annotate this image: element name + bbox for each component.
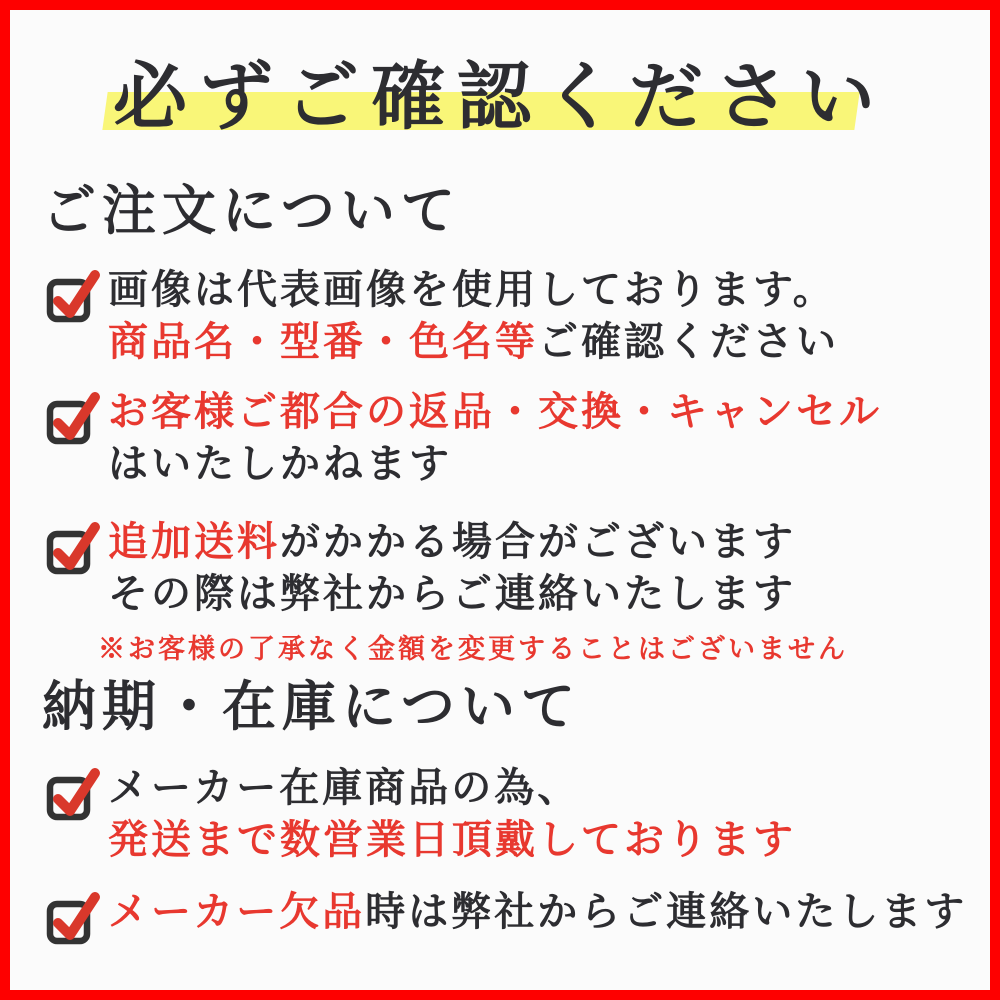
notice-line — [108, 814, 796, 866]
notice-line — [108, 316, 839, 368]
notice-line — [108, 516, 796, 568]
notice-line — [108, 438, 882, 490]
checked-checkbox-icon — [46, 518, 98, 574]
notice-text-red: 商品名・型番・色名等 — [108, 319, 538, 364]
notice-line — [108, 762, 796, 814]
section-heading-orders: ご注文について — [42, 181, 461, 241]
notice-item-text — [108, 516, 796, 620]
notice-item-text — [108, 886, 967, 938]
notice-line — [108, 886, 967, 938]
notice-text-black: メーカー在庫商品の為、 — [108, 765, 581, 810]
notice-item-text — [108, 386, 882, 490]
note-text: ※お客様の了承なく金額を変更することはございません — [98, 634, 848, 664]
notice-item-extra-shipping — [46, 516, 796, 620]
notice-text-black: その際は弊社からご連絡いたします — [108, 571, 796, 616]
notice-item-no-returns — [46, 386, 882, 490]
notice-text-red: 追加送料 — [108, 519, 280, 564]
notice-text-red: メーカー欠品 — [108, 889, 366, 934]
notice-text-black: 時は弊社からご連絡いたします — [365, 889, 968, 934]
notice-text-black: 画像は代表画像を使用しております。 — [108, 267, 836, 312]
page-title: 必ずご確認ください — [113, 57, 887, 139]
notice-text-red: 発送まで数営業日頂戴しております — [108, 817, 796, 862]
notice-line — [108, 568, 796, 620]
notice-text-red: お客様ご都合の返品・交換・キャンセル — [108, 389, 882, 434]
section-heading-delivery: 納期・在庫について — [42, 677, 581, 737]
notice-text-black: はいたしかねます — [108, 441, 452, 486]
notice-text-black: ご確認ください — [538, 319, 839, 364]
checked-checkbox-icon — [46, 266, 98, 322]
title-block — [10, 38, 990, 144]
notice-line — [108, 386, 882, 438]
notice-item-text — [108, 762, 796, 866]
notice-text-black: がかかる場合がございます — [280, 519, 796, 564]
checked-checkbox-icon — [46, 888, 98, 944]
checked-checkbox-icon — [46, 388, 98, 444]
checked-checkbox-icon — [46, 764, 98, 820]
notice-item-text — [108, 264, 839, 368]
notice-item-maker-stock — [46, 762, 796, 866]
notice-item-maker-shortage — [46, 886, 967, 944]
notice-item-representative-image — [46, 264, 839, 368]
notice-line — [108, 264, 839, 316]
